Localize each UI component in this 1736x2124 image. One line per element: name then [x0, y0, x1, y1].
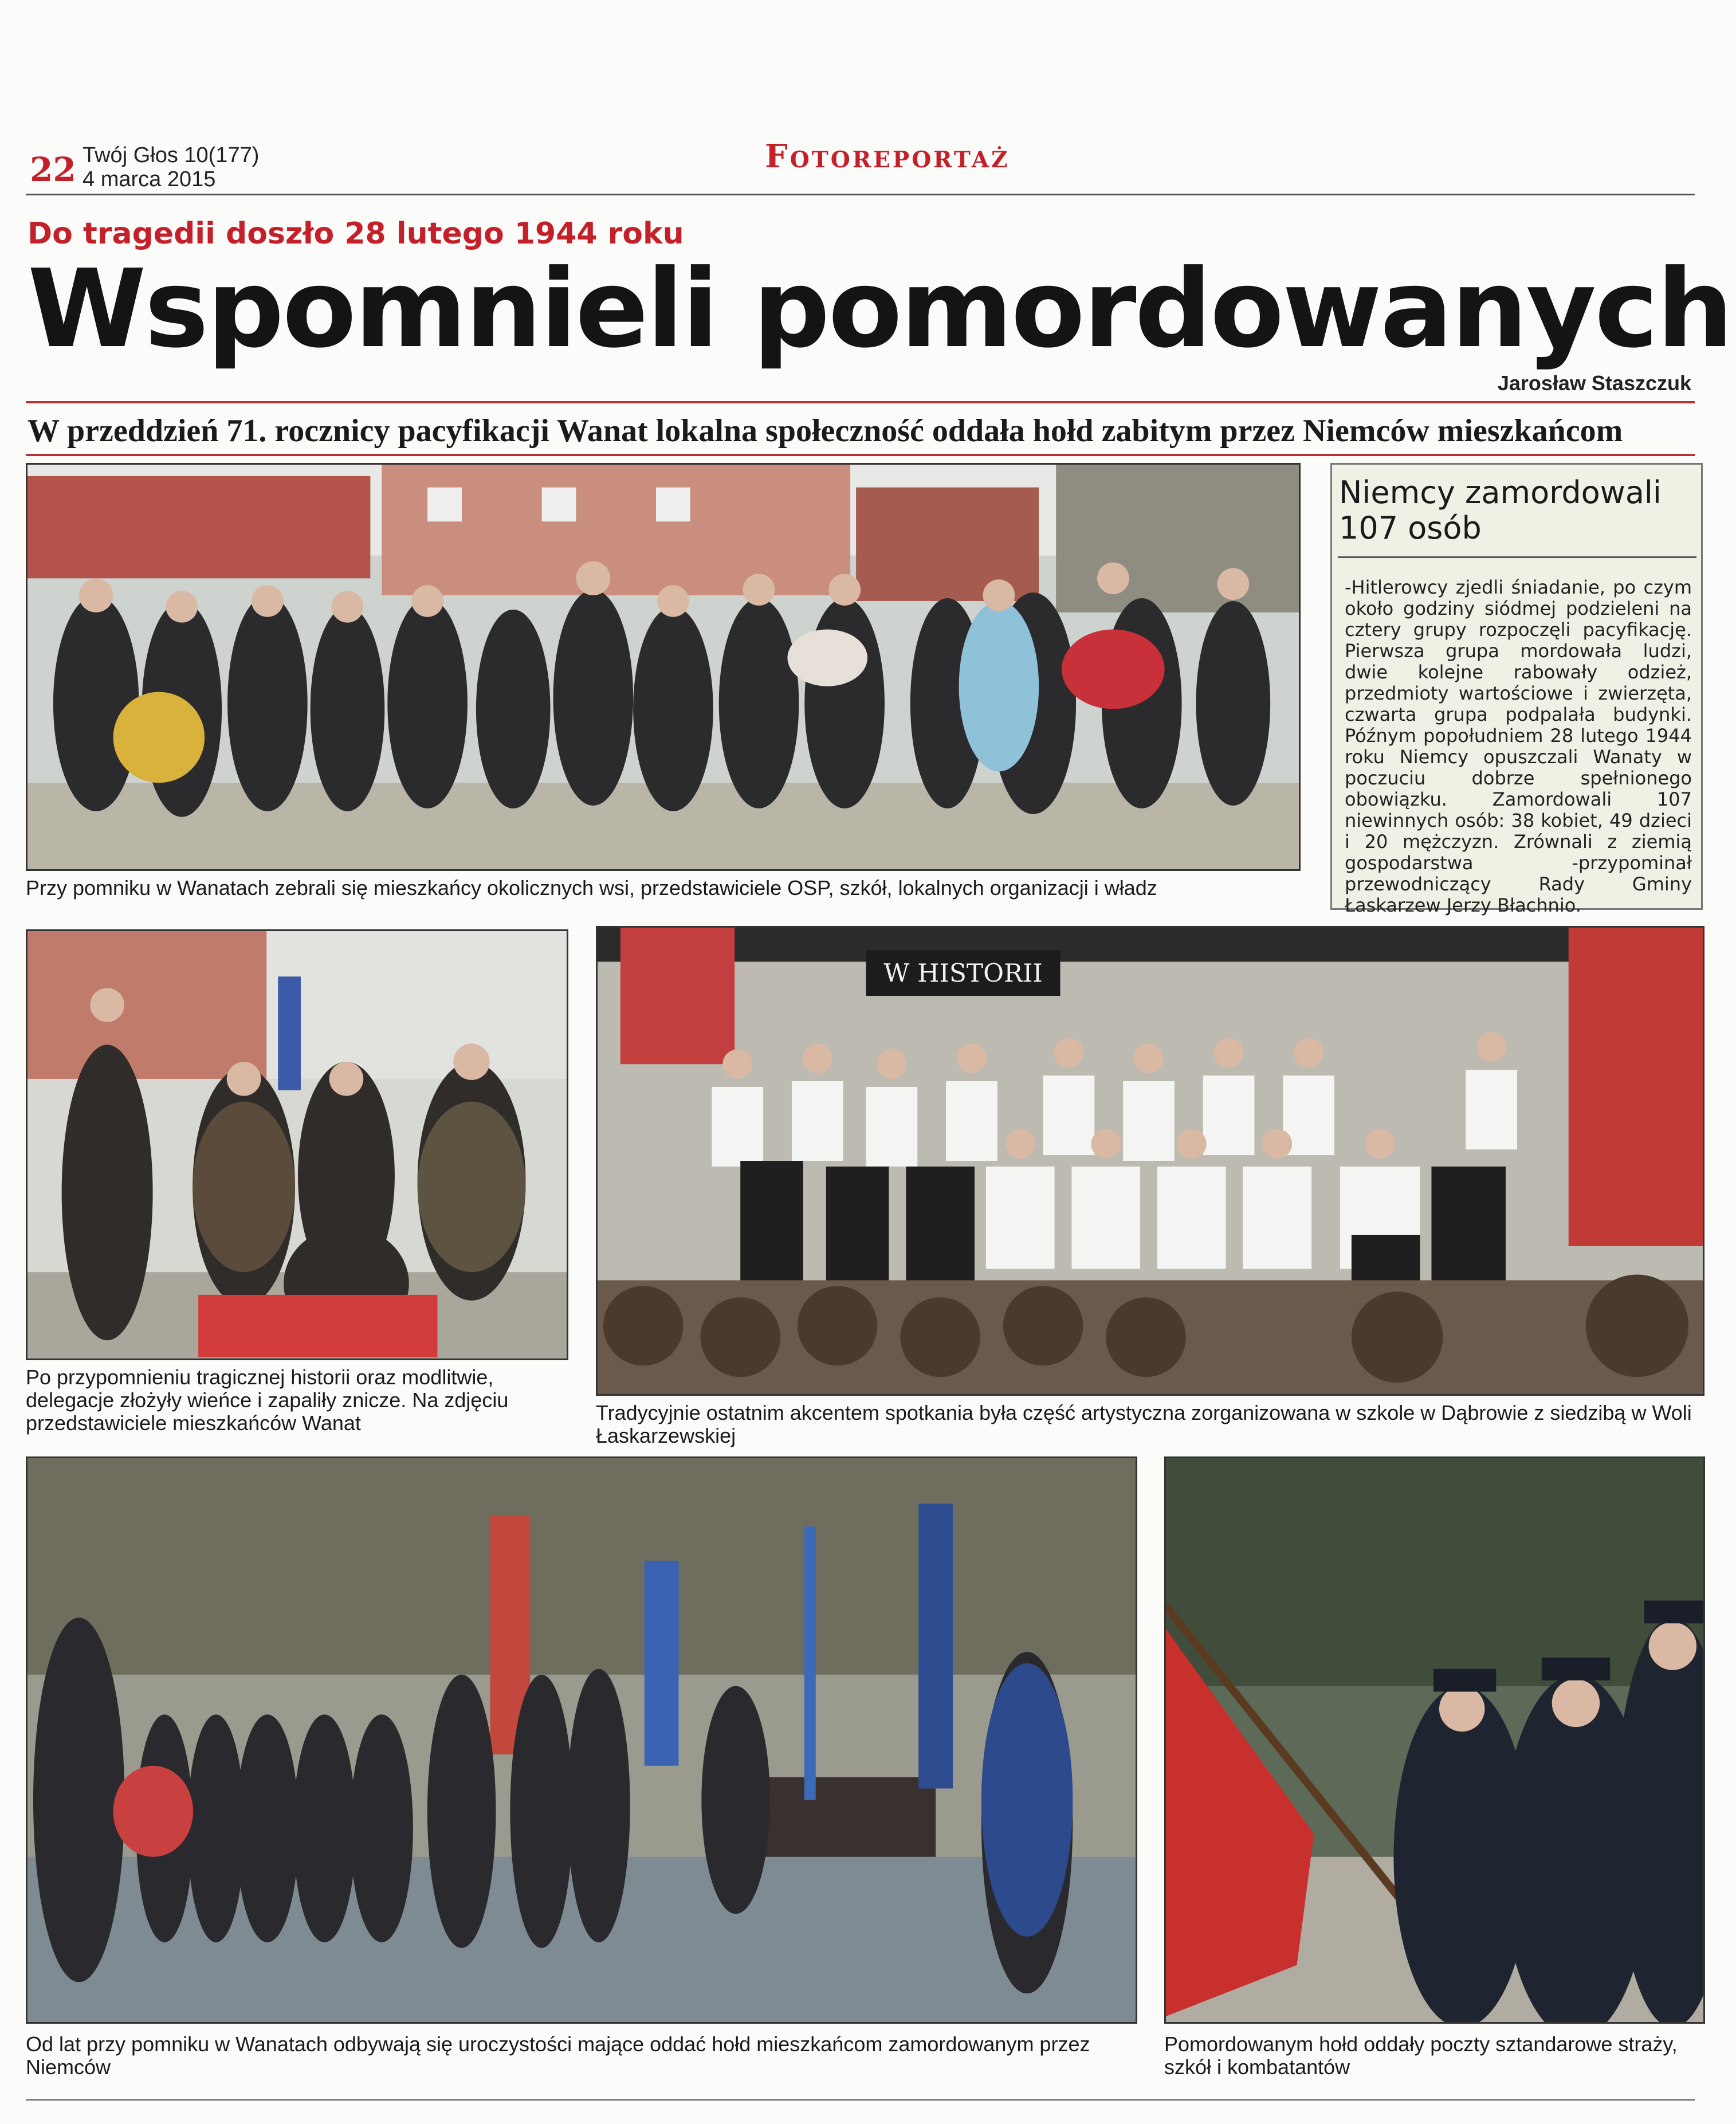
author-byline: Jarosław Staszczuk — [1497, 371, 1691, 395]
sidebar-title: Niemcy zamordowali 107 osób — [1339, 474, 1662, 546]
section-title: Fotoreportaż — [765, 138, 1010, 175]
caption-flag-bearers: Pomordowanym hołd oddały poczty sztandarowe straży, szkół i kombatantów — [1164, 2032, 1678, 2079]
issue-date: 4 marca 2015 — [83, 167, 216, 191]
header-rule — [26, 194, 1695, 195]
caption-gathering: Przy pomniku w Wanatach zebrali się mieszkańcy okolicznych wsi, przedstawiciele OSP, szkół, lokalnych organizacji i władz — [26, 876, 1157, 900]
photo-school-image — [598, 928, 1703, 1394]
issue-number: Twój Głos 10(177) — [83, 143, 260, 167]
page-number: 22 — [30, 150, 76, 189]
photo-flag-bearers-image — [1166, 1458, 1703, 2022]
photo-gathering-image — [28, 465, 1299, 869]
caption-ceremony: Od lat przy pomniku w Wanatach odbywają się uroczystości mające oddać hołd mieszkańcom zamordowanym przez Niemców — [26, 2032, 1090, 2079]
kicker: Do tragedii doszło 28 lutego 1944 roku — [28, 217, 684, 251]
sidebar-title-rule — [1338, 556, 1696, 558]
photo-ceremony-image — [28, 1458, 1136, 2022]
caption-school-performance: Tradycyjnie ostatnim akcentem spotkania była część artystyczna zorganizowana w szkole w Dąbrowie z siedzibą w Woli Łaskarzewskiej — [596, 1401, 1692, 1447]
lead-paragraph: W przeddzień 71. rocznicy pacyfikacji Wanat lokalna społeczność oddała hołd zabitym przez Niemców mieszkańcom — [28, 413, 1623, 449]
caption-wreath-laying: Po przypomnieniu tragicznej historii oraz modlitwie, delegacje złożyły wieńce i zapaliły znicze. Na zdjęciu przedstawiciele mieszkańców Wanat — [26, 1365, 509, 1435]
headline: Wspomnieli pomordowanych — [28, 246, 1732, 372]
photo-school-performance — [596, 926, 1704, 1396]
sidebar-box — [1330, 463, 1703, 916]
photo-flag-bearers — [1164, 1456, 1705, 2024]
lead-top-rule — [26, 401, 1695, 403]
photo-wreath-laying — [26, 929, 568, 1360]
photo-gathering — [26, 463, 1301, 871]
sidebar-body: -Hitlerowcy zjedli śniadanie, po czym około godziny siódmej podzieleni na cztery grupy rozpoczęli pacyfikację. Pierwsza grupa mordowała ludzi, dwie kolejne rabowały odzież, przedmioty wartościowe i zwierzęta, czwarta grupa podpalała budynki. Późnym popołudniem 28 lutego 1944 roku Niemcy opuszczali Wanaty w poczuciu dobrze spełnionego obowiązku. Zamordowali 107 niewinnych osób: 38 kobiet, 49 dzieci i 20 mężczyzn. Zrównali z ziemią gospodarstwa -przypominał przewodniczący Rady Gminy Łaskarzew Jerzy Błachnio. — [1345, 576, 1692, 916]
issue-info — [83, 143, 259, 191]
banner-text: W HISTORII — [883, 959, 1043, 988]
lead-bottom-rule — [26, 454, 1695, 456]
photo-wreath-image — [28, 931, 567, 1359]
photo-ceremony — [26, 1456, 1137, 2024]
footer-rule — [26, 2099, 1695, 2101]
